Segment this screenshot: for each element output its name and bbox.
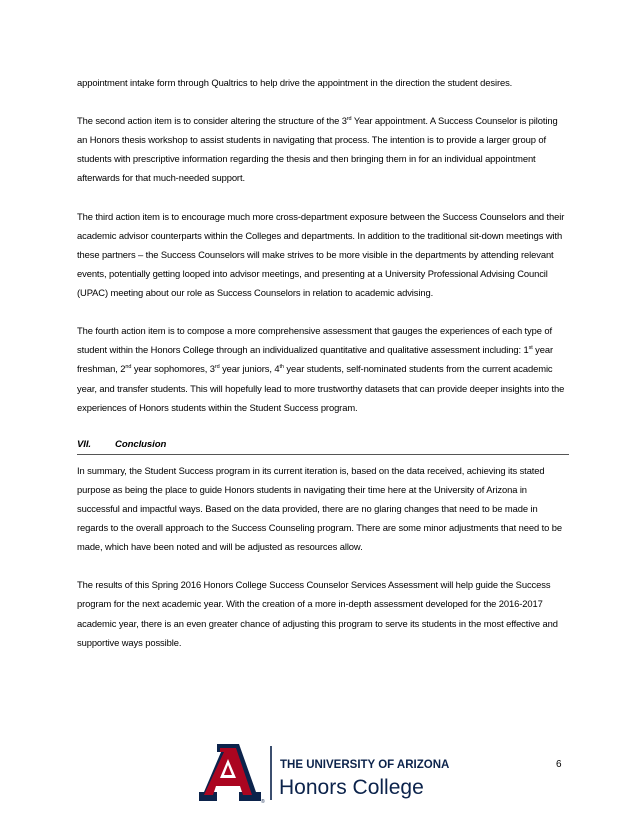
paragraph-summary: In summary, the Student Success program in its current iteration is, based on the data received, achieving its stated purpose as being the place to guide Honors students in navigating their time here at the University of Arizona in successful and impactful ways. Based on the data provided, there are no glaring changes that need to be made in regards to the overall approach to the Success Counseling program. There are some minor adjustments that need to be made, which have been noted and will be adjusted as resources allow. [77,464,562,553]
section-heading-conclusion [77,436,569,455]
university-honors-logo [199,740,449,806]
block-a-icon [199,744,261,801]
section-title: Conclusion [115,438,167,450]
paragraph-intake-form: appointment intake form through Qualtrics to help drive the appointment in the direction the student desires. [77,77,513,88]
page-number: 6 [556,759,562,770]
logo-university-name: THE UNIVERSITY OF ARIZONA [280,759,449,771]
paragraph-results: The results of this Spring 2016 Honors College Success Counselor Services Assessment will help guide the Success program for the next academic year. With the creation of a more in-depth assessment developed for the 2016-2017 academic year, there is an even greater chance of adjusting this program to serve its students in the most effective and supportive ways possible. [77,579,558,648]
logo-college-name: Honors College [279,776,424,799]
paragraph-fourth-action-item: The fourth action item is to compose a more comprehensive assessment that gauges the experiences of each type of student within the Honors College through an individualized quantitative and qualitative assessment including: 1st year freshman, 2nd year sophomores, 3rd year juniors, 4th year students, self-nominated students from the current academic year, and transfer students. This will hopefully lead to more trustworthy datasets that can provide deeper insights into the experiences of Honors students within the Student Success program. [77,325,565,413]
section-number: VII. [77,438,91,450]
paragraph-third-action-item: The third action item is to encourage much more cross-department exposure between the Success Counselors and their academic advisor counterparts within the Colleges and departments. In addition to the traditional sit-down meetings with these partners – the Success Counselors will make strives to be more visible in the departments by attending relevant events, potentially getting looped into advisor meetings, and presenting at a University Professional Advising Council (UPAC) meeting about our role as Success Counselors in relation to academic advising. [77,210,565,299]
registered-mark: ® [261,799,265,805]
body-text [77,73,569,652]
paragraph-second-action-item: The second action item is to consider altering the structure of the 3rd Year appointment. A Success Counselor is piloting an Honors thesis workshop to assist students in navigating that process. The intention is to provide a larger group of students with prescriptive information regarding the thesis and then bringing them in for an individual appointment afterwards for that much-needed support. [77,115,558,184]
